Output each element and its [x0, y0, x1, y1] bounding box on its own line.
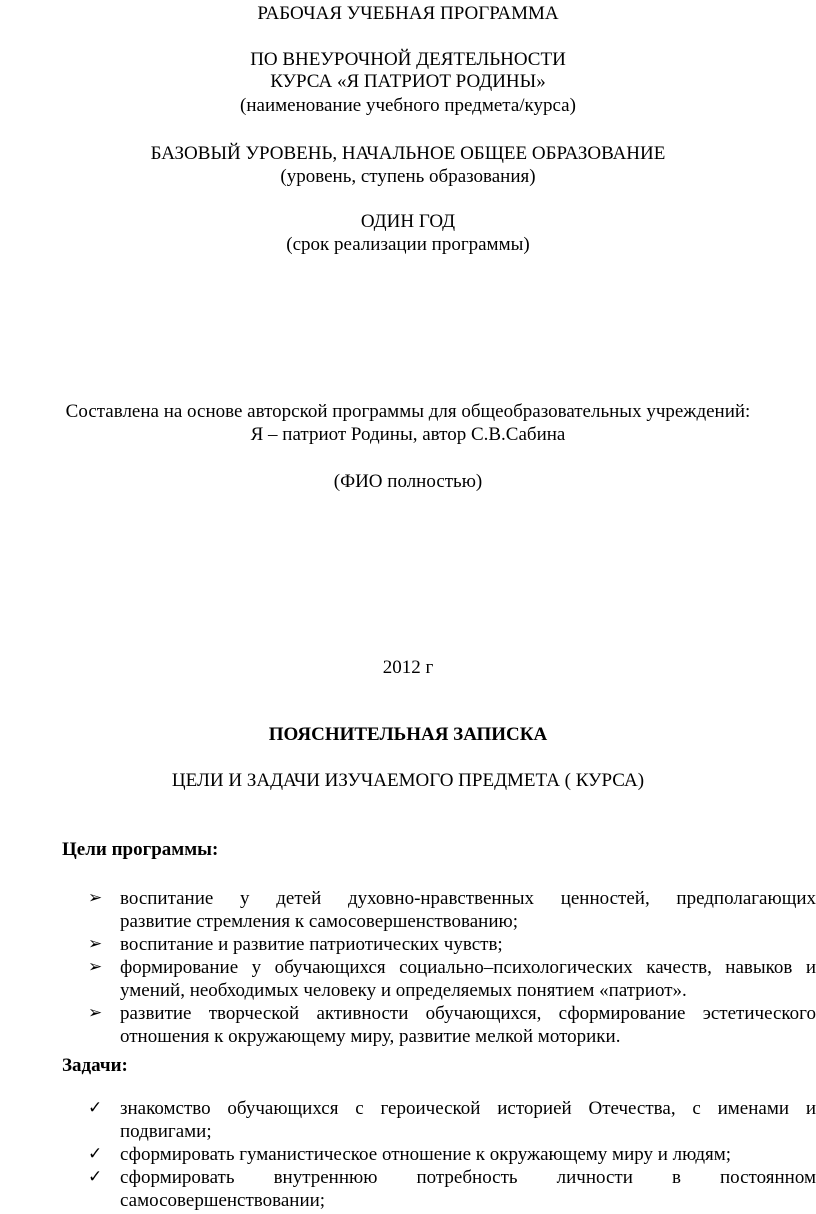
tasks-list — [88, 1097, 816, 1212]
checkmark-bullet-icon: ✓ — [88, 1144, 103, 1164]
arrow-bullet-icon: ➢ — [88, 957, 103, 977]
program-term-note: (срок реализации программы) — [286, 234, 530, 255]
arrow-bullet-icon: ➢ — [88, 934, 103, 954]
arrow-bullet-icon: ➢ — [88, 888, 103, 908]
list-item: ➢ воспитание и развитие патриотических чувств; — [88, 934, 503, 955]
list-item: ➢ развитие творческой активности обучающихся, сформирование эстетического отношения к окружающему миру, развитие мелкой моторики. — [88, 1003, 816, 1047]
education-level: БАЗОВЫЙ УРОВЕНЬ, НАЧАЛЬНОЕ ОБЩЕЕ ОБРАЗОВАНИЕ — [150, 143, 666, 164]
education-level-note: (уровень, ступень образования) — [280, 166, 536, 187]
goals-tasks-title: ЦЕЛИ И ЗАДАЧИ ИЗУЧАЕМОГО ПРЕДМЕТА ( КУРСА) — [171, 770, 645, 791]
tasks-heading: Задачи: — [62, 1055, 128, 1076]
list-item: ✓ сформировать внутреннюю потребность личности в постоянном самосовершенствовании; — [88, 1167, 816, 1211]
checkmark-bullet-icon: ✓ — [88, 1167, 103, 1187]
list-item: ➢ формирование у обучающихся социально–психологических качеств, навыков и умений, необходимых человеку и определяемых понятием «патриот». — [88, 957, 816, 1001]
explanatory-note-title: ПОЯСНИТЕЛЬНАЯ ЗАПИСКА — [268, 724, 548, 745]
goals-list — [88, 887, 816, 1048]
checkmark-bullet-icon: ✓ — [88, 1098, 103, 1118]
goals-heading: Цели программы: — [62, 839, 219, 860]
list-item: ✓ знакомство обучающихся с героической историей Отечества, с именами и подвигами; — [88, 1098, 816, 1142]
program-term: ОДИН ГОД — [360, 211, 456, 232]
arrow-bullet-icon: ➢ — [88, 1003, 103, 1023]
list-item: ✓ сформировать гуманистическое отношение к окружающему миру и людям; — [88, 1144, 732, 1165]
basis-author: Я – патриот Родины, автор С.В.Сабина — [250, 424, 566, 445]
list-item: ➢ воспитание у детей духовно-нравственных ценностей, предполагающих развитие стремления к самосовершенствованию; — [88, 888, 816, 932]
basis-note: (ФИО полностью) — [333, 471, 483, 492]
program-title: РАБОЧАЯ УЧЕБНАЯ ПРОГРАММА — [257, 3, 559, 24]
course-name-note: (наименование учебного предмета/курса) — [240, 95, 576, 116]
course-name: КУРСА «Я ПАТРИОТ РОДИНЫ» — [270, 71, 546, 92]
basis-line: Составлена на основе авторской программы для общеобразовательных учреждений: — [65, 401, 751, 422]
year: 2012 г — [382, 657, 434, 678]
program-subtitle: ПО ВНЕУРОЧНОЙ ДЕЯТЕЛЬНОСТИ — [250, 49, 566, 70]
